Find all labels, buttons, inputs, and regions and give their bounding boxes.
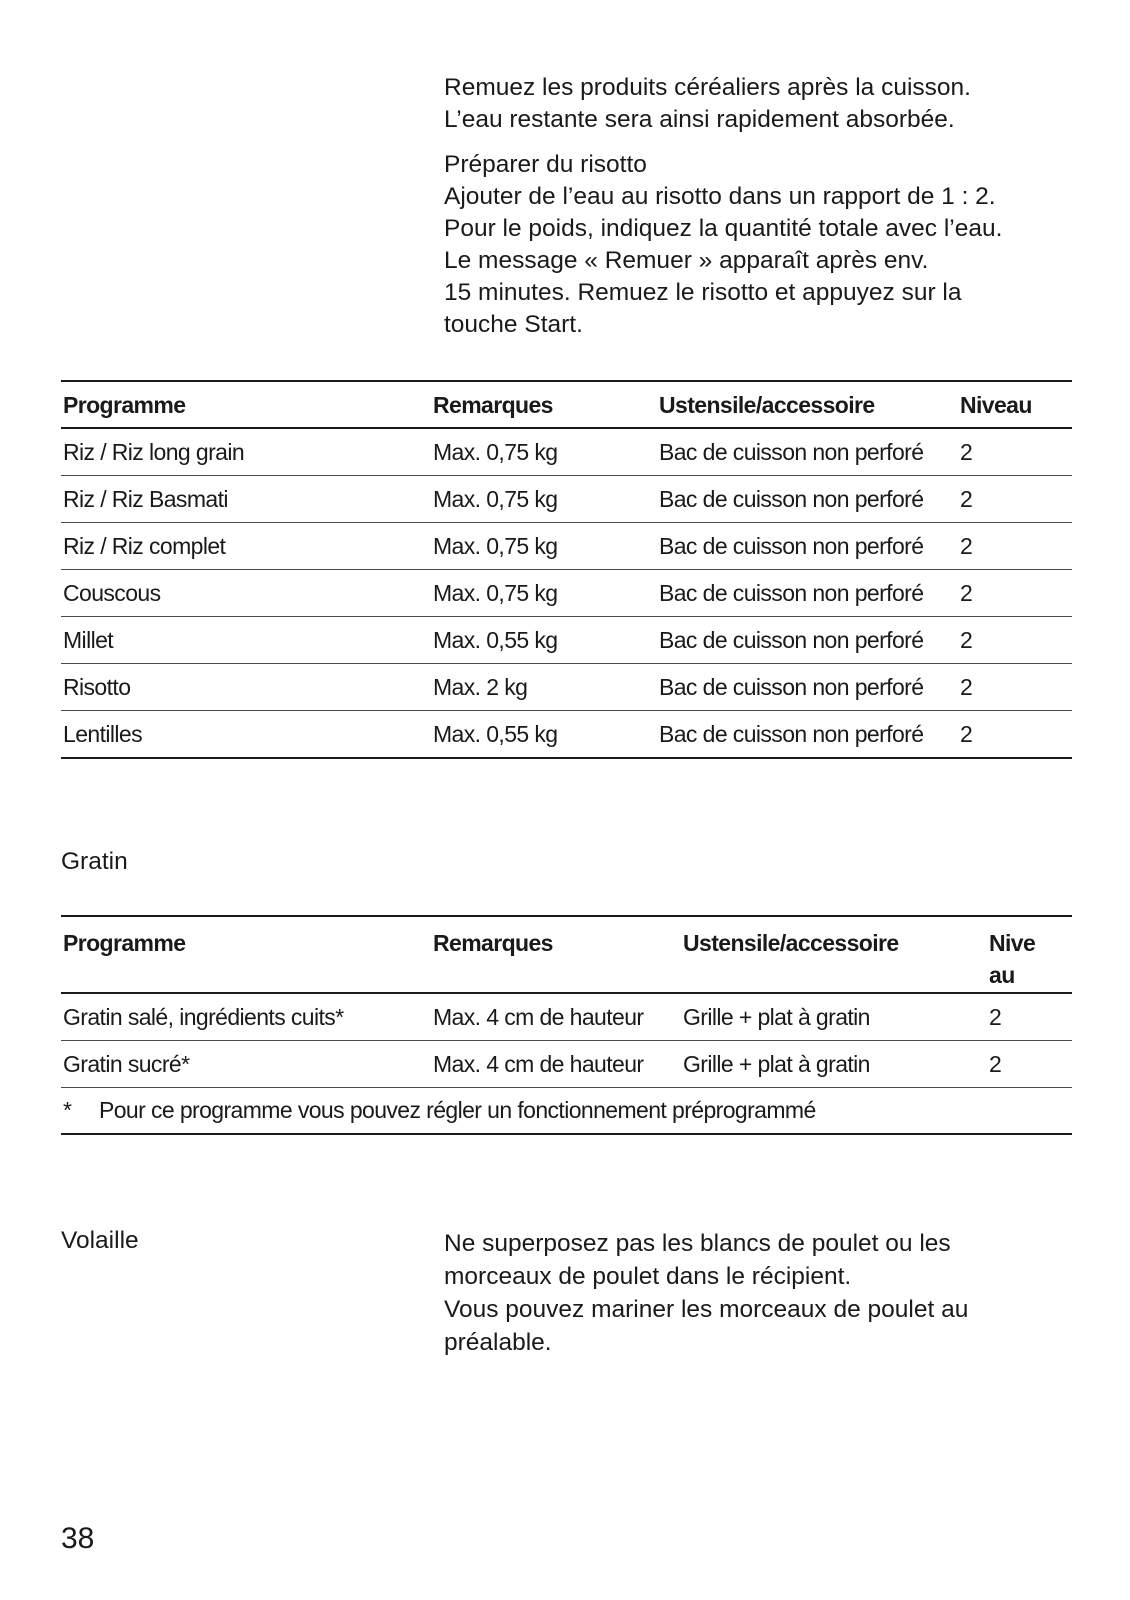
cell-niveau: 2 bbox=[960, 720, 973, 747]
cell-ustensile: Bac de cuisson non perforé bbox=[659, 673, 924, 700]
cell-ustensile: Bac de cuisson non perforé bbox=[659, 720, 924, 747]
table-header-row bbox=[61, 381, 1072, 428]
cell-remarques: Max. 0,55 kg bbox=[433, 720, 558, 747]
cell-niveau: 2 bbox=[989, 1050, 1002, 1077]
cell-ustensile: Bac de cuisson non perforé bbox=[659, 485, 924, 512]
cell-niveau: 2 bbox=[960, 673, 973, 700]
cell-remarques: Max. 0,55 kg bbox=[433, 626, 558, 653]
cell-niveau: 2 bbox=[989, 1003, 1002, 1030]
volaille-text bbox=[444, 1227, 1084, 1359]
cell-programme: Gratin salé, ingrédients cuits* bbox=[63, 1003, 344, 1030]
volaille-line: morceaux de poulet dans le récipient. bbox=[444, 1263, 852, 1290]
risotto-line: 15 minutes. Remuez le risotto et appuyez sur la bbox=[444, 279, 962, 306]
header-ustensile: Ustensile/accessoire bbox=[683, 930, 899, 956]
intro-text bbox=[444, 72, 1084, 341]
gratin-table bbox=[61, 915, 1072, 1135]
cell-niveau: 2 bbox=[960, 485, 973, 512]
volaille-title: Volaille bbox=[61, 1227, 139, 1254]
cell-programme: Gratin sucré* bbox=[63, 1050, 190, 1077]
cell-programme: Riz / Riz complet bbox=[63, 532, 226, 559]
cell-remarques: Max. 0,75 kg bbox=[433, 485, 558, 512]
table-header-row bbox=[61, 916, 1072, 993]
header-remarques: Remarques bbox=[433, 930, 553, 956]
volaille-line: Ne superposez pas les blancs de poulet ou les bbox=[444, 1230, 951, 1257]
cell-remarques: Max. 0,75 kg bbox=[433, 579, 558, 606]
header-ustensile: Ustensile/accessoire bbox=[659, 392, 875, 418]
cell-programme: Risotto bbox=[63, 673, 131, 700]
cell-niveau: 2 bbox=[960, 438, 973, 465]
cell-programme: Lentilles bbox=[63, 720, 142, 747]
risotto-line: touche Start. bbox=[444, 311, 583, 338]
cell-niveau: 2 bbox=[960, 532, 973, 559]
footnote-mark: * bbox=[63, 1097, 72, 1123]
volaille-line: préalable. bbox=[444, 1329, 552, 1356]
table-row bbox=[61, 570, 1072, 617]
cell-programme: Riz / Riz long grain bbox=[63, 438, 245, 465]
table-row bbox=[61, 428, 1072, 476]
table-row bbox=[61, 1041, 1072, 1088]
table-row bbox=[61, 523, 1072, 570]
table-row bbox=[61, 664, 1072, 711]
footnote bbox=[61, 1088, 1072, 1135]
volaille-line: Vous pouvez mariner les morceaux de poulet au bbox=[444, 1296, 969, 1323]
header-niveau: Niveau bbox=[960, 392, 1032, 418]
cell-ustensile: Bac de cuisson non perforé bbox=[659, 579, 924, 606]
cell-remarques: Max. 2 kg bbox=[433, 673, 528, 700]
cell-ustensile: Bac de cuisson non perforé bbox=[659, 438, 924, 465]
cell-programme: Millet bbox=[63, 626, 114, 653]
table-row bbox=[61, 993, 1072, 1041]
cell-ustensile: Bac de cuisson non perforé bbox=[659, 532, 924, 559]
header-niveau-part1: Nive bbox=[989, 930, 1036, 956]
cell-niveau: 2 bbox=[960, 579, 973, 606]
risotto-line: Le message « Remuer » apparaît après env. bbox=[444, 247, 929, 274]
gratin-title: Gratin bbox=[61, 848, 128, 875]
intro-line: Remuez les produits céréaliers après la cuisson. bbox=[444, 74, 971, 101]
header-programme: Programme bbox=[63, 392, 186, 418]
cell-niveau: 2 bbox=[960, 626, 973, 653]
cell-programme: Riz / Riz Basmati bbox=[63, 485, 228, 512]
cell-remarques: Max. 4 cm de hauteur bbox=[433, 1050, 644, 1077]
cereals-table bbox=[61, 380, 1072, 759]
risotto-heading: Préparer du risotto bbox=[444, 151, 647, 178]
cell-ustensile: Grille + plat à gratin bbox=[683, 1050, 870, 1077]
cell-ustensile: Bac de cuisson non perforé bbox=[659, 626, 924, 653]
header-programme: Programme bbox=[63, 930, 186, 956]
header-niveau bbox=[987, 916, 1072, 993]
intro-line: L’eau restante sera ainsi rapidement absorbée. bbox=[444, 106, 955, 133]
table-row bbox=[61, 476, 1072, 523]
header-remarques: Remarques bbox=[433, 392, 553, 418]
risotto-line: Pour le poids, indiquez la quantité totale avec l’eau. bbox=[444, 215, 1003, 242]
footnote-row bbox=[61, 1088, 1072, 1135]
footnote-text: Pour ce programme vous pouvez régler un fonctionnement préprogrammé bbox=[99, 1097, 816, 1123]
table-row bbox=[61, 617, 1072, 664]
page-number: 38 bbox=[61, 1522, 95, 1555]
cell-remarques: Max. 4 cm de hauteur bbox=[433, 1003, 644, 1030]
cell-remarques: Max. 0,75 kg bbox=[433, 438, 558, 465]
cell-ustensile: Grille + plat à gratin bbox=[683, 1003, 870, 1030]
table-row bbox=[61, 711, 1072, 759]
cell-programme: Couscous bbox=[63, 579, 161, 606]
cell-remarques: Max. 0,75 kg bbox=[433, 532, 558, 559]
header-niveau-part2: au bbox=[989, 962, 1015, 988]
risotto-line: Ajouter de l’eau au risotto dans un rapport de 1 : 2. bbox=[444, 183, 996, 210]
